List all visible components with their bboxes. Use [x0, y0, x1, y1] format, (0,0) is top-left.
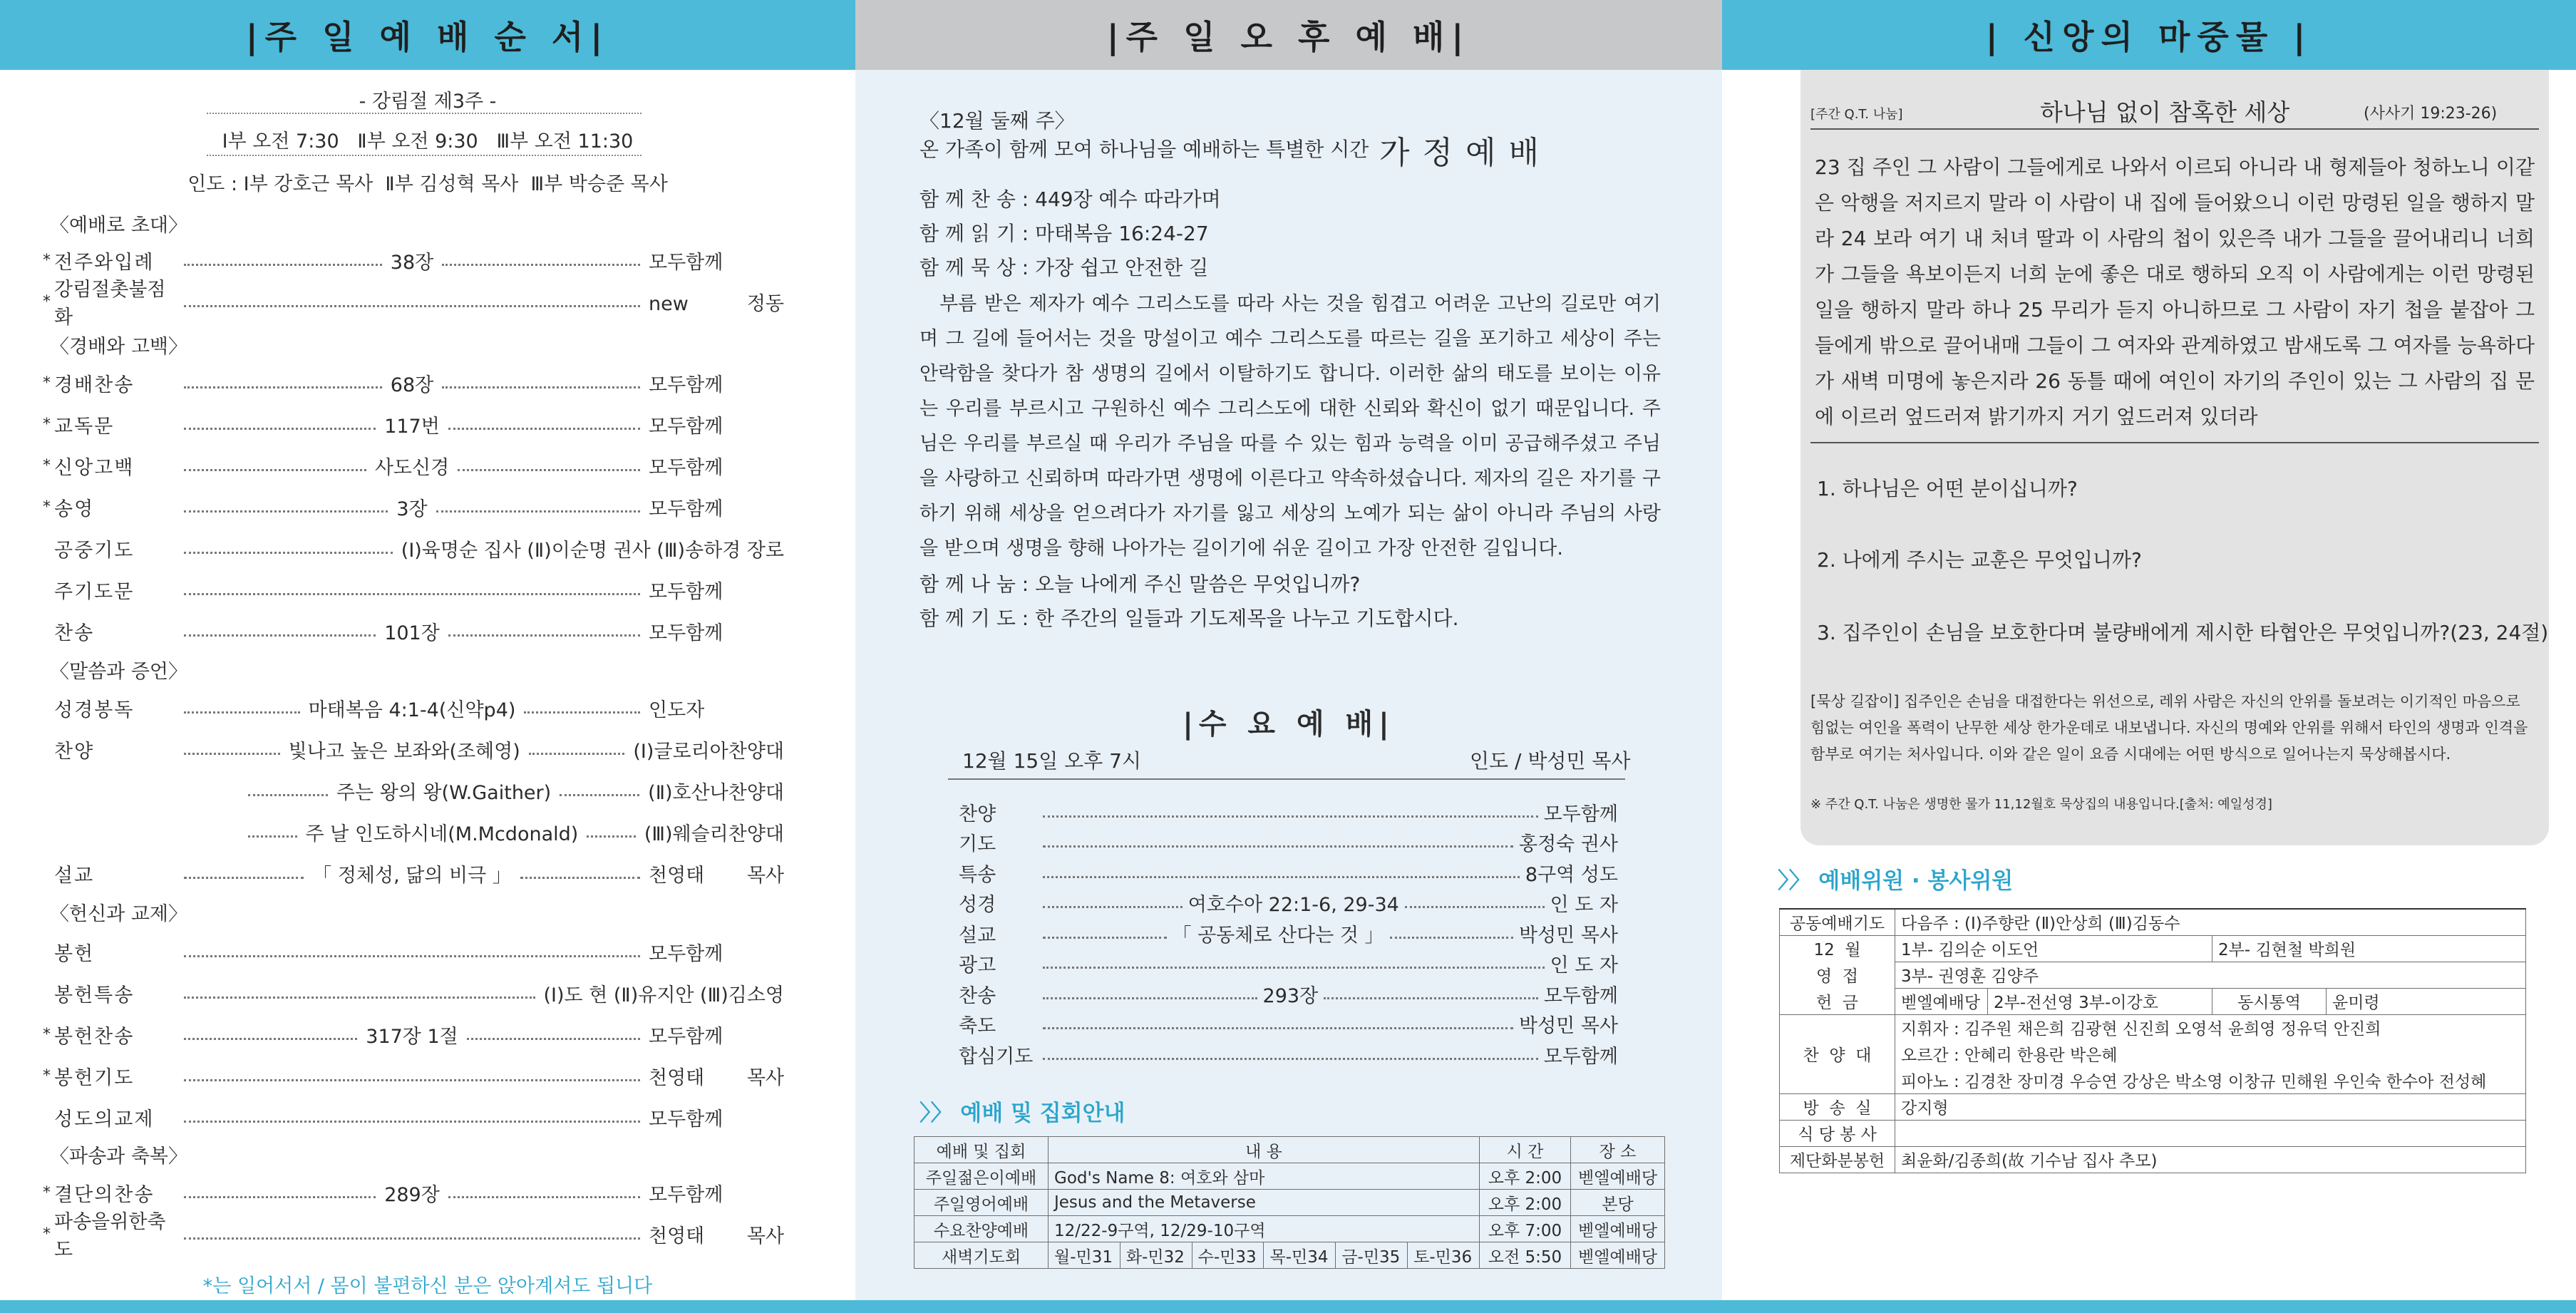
wednesday-assignee: 홍정숙 권사: [1519, 833, 1618, 855]
order-detail: 주는 왕의 왕(W.Gaither): [336, 781, 552, 804]
order-label: 결단의찬송: [54, 1183, 155, 1206]
order-row: [43, 530, 784, 566]
divider: [207, 155, 642, 156]
leader-dots: [184, 753, 280, 755]
leader-dots: [524, 711, 640, 714]
guide-cell: 오후 7:00: [1480, 1216, 1571, 1242]
section-invite: 〈예배로 초대〉: [50, 215, 187, 237]
order-label: 교독문: [54, 415, 115, 438]
order-row: [43, 242, 784, 278]
column-header: |주 일 예 배 순 서|: [0, 0, 855, 70]
standing-marker: *: [43, 1225, 51, 1243]
wednesday-assignee: 모두함께: [1543, 984, 1619, 1007]
guide-cell: 금-민35: [1336, 1242, 1408, 1269]
leader-dots: [442, 386, 640, 388]
leader-dots: [184, 593, 640, 595]
leader-dots: [184, 305, 640, 307]
wednesday-assignee: 8구역 성도: [1525, 863, 1618, 886]
wednesday-row: [959, 858, 1618, 887]
staff-value: 윤미령: [2327, 988, 2526, 1014]
column-header: |주 일 오 후 예 배|: [855, 0, 1722, 70]
section-word: 〈말씀과 증언〉: [50, 661, 187, 683]
leader-dots: [560, 794, 639, 796]
guide-cell: 화-민32: [1120, 1242, 1192, 1269]
leader-dots: [436, 510, 640, 513]
leader-dots: [184, 997, 535, 999]
guide-table: [914, 1136, 1665, 1269]
staff-label: 12 월: [1780, 935, 1895, 962]
order-assignee: 모두함께: [649, 942, 723, 965]
sunday-order-column: [0, 0, 855, 1300]
guide-header: 예배 및 집회: [915, 1137, 1049, 1163]
family-message: 부름 받은 제자가 예수 그리스도를 따라 사는 것을 힘겹고 어려운 고난의 길로만 여기며 그 길에 들어서는 것을 망설이고 예수 그리스도를 따르는 길을 포기하고 세상이 주는 안락함을 찾다가 참 생명의 길에서 이탈하기도 합니다. 이러한 삶의 태도를 보이는 이유는 우리를 부르시고 구원하신 예수 그리스도에 대한 신뢰와 확신이 없기 때문입니다. 주님은 우리를 부르실 때 우리가 주님을 따를 수 있는 힘과 능력을 이미 공급해주셨고 주님을 사랑하고 신뢰하며 따라가면 생명에 이른다고 약속하셨습니다. 제자의 길은 자기를 구하기 위해 세상을 얻으려다가 자기를 잃고 세상의 노예가 되는 삶이 아니라 주님의 사랑을 받으며 생명을 향해 나아가는 길이기에 쉬운 길이고 가장 안전한 길입니다.: [919, 293, 1661, 560]
staff-label: 제단화분봉헌: [1780, 1146, 1895, 1173]
wednesday-label: 특송: [959, 863, 996, 886]
standing-marker: *: [43, 292, 51, 311]
qt-tag: [주간 Q.T. 나눔]: [1810, 107, 1903, 122]
standing-marker: *: [43, 1025, 51, 1044]
wednesday-leader: 인도 / 박성민 목사: [1470, 749, 1631, 773]
guide-cell: 벧엘예배당: [1571, 1163, 1665, 1190]
staff-value: 벧엘예배당: [1895, 988, 1988, 1014]
leader-dots: [1043, 1027, 1513, 1029]
guide-header: 장 소: [1571, 1137, 1665, 1163]
guide-cell: 오후 2:00: [1480, 1163, 1571, 1190]
wednesday-assignee: 모두함께: [1543, 1045, 1618, 1068]
chevron-right-icon: 〉〉: [919, 1101, 953, 1126]
divider: [948, 778, 1625, 780]
staff-value: 지휘자 : 김주원 채은희 김광현 신진희 오영석 윤희영 정유덕 안진희: [1895, 1014, 2526, 1041]
staff-value: 다음주 : (Ⅰ)주향란 (Ⅱ)안상희 (Ⅲ)김동수: [1895, 909, 2526, 935]
order-assignee: (Ⅰ)글로리아찬양대: [633, 740, 784, 763]
staff-label: 방 송 실: [1780, 1093, 1895, 1120]
wednesday-row: [959, 1039, 1618, 1069]
order-assignee: 모두함께: [649, 498, 723, 520]
staff-label: 영 접: [1780, 962, 1895, 988]
leaders-line: 인도 : Ⅰ부 강호근 목사 Ⅱ부 김성혁 목사 Ⅲ부 박승준 목사: [187, 173, 668, 195]
wednesday-label: 찬양: [959, 803, 996, 825]
order-row: [43, 814, 784, 850]
wednesday-label: 찬송: [959, 984, 996, 1007]
wednesday-row: [959, 1009, 1618, 1039]
order-label: 봉헌찬송: [54, 1025, 135, 1048]
qt-reference: (사사기 19:23-26): [2364, 105, 2498, 123]
order-label: 송영: [54, 498, 95, 520]
order-detail: 마태복음 4:1-4(신약p4): [308, 699, 516, 721]
leader-dots: [448, 428, 640, 430]
standing-marker: *: [43, 1066, 51, 1085]
leader-dots: [1043, 876, 1520, 878]
guide-cell: 새벽기도회: [915, 1242, 1049, 1269]
family-reading: 함 께 읽 기 : 마태복음 16:24-27: [919, 222, 1209, 245]
order-detail: 101장: [384, 622, 440, 644]
order-label: 주기도문: [54, 580, 135, 603]
wednesday-row: [959, 828, 1618, 858]
wednesday-assignee: 박성민 목사: [1519, 1015, 1618, 1037]
order-row: [43, 406, 784, 442]
leader-dots: [1405, 906, 1545, 908]
order-assignee: 천영태 목사: [649, 864, 784, 887]
leader-dots: [1324, 997, 1538, 999]
guide-cell: Jesus and the Metaverse: [1049, 1190, 1480, 1216]
order-assignee: 모두함께: [649, 1183, 723, 1206]
leader-dots: [587, 835, 636, 838]
leader-dots: [1043, 815, 1538, 818]
leader-dots: [1390, 937, 1514, 939]
leader-dots: [184, 469, 366, 471]
leader-dots: [1043, 937, 1167, 939]
leader-dots: [184, 1237, 640, 1240]
staff-table: [1779, 908, 2526, 1173]
staff-label: 공동예배기도: [1780, 909, 1895, 935]
order-row: [43, 1058, 784, 1093]
order-detail: 사도신경: [374, 456, 450, 479]
order-row: [43, 448, 784, 483]
wednesday-assignee: 모두함께: [1543, 803, 1618, 825]
divider: [1810, 442, 2539, 443]
staff-value: 피아노 : 김경찬 장미경 우승연 강상은 박소영 이창규 민해원 우인숙 한수아 전성혜: [1895, 1067, 2526, 1093]
order-assignee: (Ⅱ)호산나찬양대: [648, 781, 785, 804]
order-label: 찬양: [54, 740, 95, 763]
wednesday-detail: 「 공동체로 산다는 것 」: [1172, 924, 1384, 947]
leader-dots: [184, 634, 376, 637]
leader-dots: [448, 1196, 640, 1198]
leader-dots: [184, 1079, 640, 1081]
service-times: Ⅰ부 오전 7:30 Ⅱ부 오전 9:30 Ⅲ부 오전 11:30: [222, 130, 634, 153]
week-label: 〈12월 둘째 주〉: [919, 109, 1075, 133]
order-assignee: new 정동: [649, 292, 784, 315]
guide-row: [915, 1216, 1665, 1242]
guide-cell: 벧엘예배당: [1571, 1242, 1665, 1269]
order-label: 봉헌기도: [54, 1066, 135, 1089]
wednesday-label: 설교: [959, 924, 996, 947]
order-assignee: 모두함께: [649, 415, 723, 438]
leader-dots: [184, 552, 393, 554]
wednesday-label: 성경: [959, 894, 996, 916]
wednesday-row: [959, 949, 1618, 979]
qt-source-note: ※ 주간 Q.T. 나눔은 생명한 물가 11,12월호 묵상집의 내용입니다.[출처: 예일성경]: [1810, 797, 2272, 812]
order-row: [43, 1211, 784, 1261]
staff-label: 식 당 봉 사: [1780, 1120, 1895, 1146]
order-assignee: 모두함께: [649, 251, 723, 274]
standing-marker: *: [43, 415, 51, 433]
chevron-right-icon: 〉〉: [1778, 868, 1811, 894]
standing-marker: *: [43, 1183, 51, 1202]
leader-dots: [520, 877, 640, 879]
order-assignee: 천영태 목사: [649, 1066, 784, 1089]
order-label: 성도의교제: [54, 1108, 155, 1131]
leader-dots: [184, 1121, 640, 1123]
standing-marker: *: [43, 374, 51, 392]
column-header: | 신앙의 마중물 |: [1722, 0, 2576, 70]
order-label: 강림절촛불점화: [54, 279, 166, 329]
order-label: 성경봉독: [54, 699, 135, 721]
leader-dots: [1043, 845, 1513, 848]
qt-scripture: 23 집 주인 그 사람이 그들에게로 나와서 이르되 아니라 내 형제들아 청하노니 이같은 악행을 저지르지 말라 이 사람이 내 집에 들어왔으니 이런 망령된 일을 행하지 말라 24 보라 여기 내 처녀 딸과 이 사람의 첩이 있은즉 내가 그들을 끌어내리니 너희가 그들을 욕보이든지 너희 눈에 좋은 대로 행하되 오직 이 사람에게는 이런 망령된 일을 행하지 말라 하나 25 무리가 듣지 아니하므로 그 사람이 자기 첩을 붙잡아 그들에게 밖으로 끌어내매 그들이 그 여자와 관계하였고 밤새도록 그 여자를 능욕하다가 새벽 미명에 놓은지라 26 동틀 때에 여인이 자기의 주인이 있는 그 사람의 집 문에 이르러 엎드러져 밝기까지 거기 엎드러져 있더라: [1815, 155, 2535, 428]
leader-dots: [248, 835, 297, 838]
guide-cell: 주일영어예배: [915, 1190, 1049, 1216]
leader-dots: [184, 955, 640, 957]
leader-dots: [1043, 997, 1257, 999]
guide-cell: 오전 5:50: [1480, 1242, 1571, 1269]
staff-label: 찬 양 대: [1780, 1014, 1895, 1093]
order-detail: 3장: [396, 498, 428, 520]
order-assignee: (Ⅰ)도 현 (Ⅱ)유지안 (Ⅲ)김소영: [543, 984, 784, 1006]
wednesday-detail: 293장: [1262, 984, 1319, 1007]
leader-dots: [448, 634, 640, 637]
order-detail: 317장 1절: [366, 1025, 458, 1048]
order-assignee: 모두함께: [649, 622, 723, 644]
staff-value: 2부- 김현철 박희원: [2212, 935, 2526, 962]
wednesday-row: [959, 888, 1618, 918]
order-row: [43, 613, 784, 649]
staff-value: 2부-전선영 3부-이강호: [1988, 988, 2212, 1014]
section-send: 〈파송과 축복〉: [50, 1145, 187, 1168]
question-2: 2. 나에게 주시는 교훈은 무엇입니까?: [1817, 548, 2142, 572]
staff-label: 헌 금: [1780, 988, 1895, 1014]
guide-row: [915, 1190, 1665, 1216]
standing-marker: *: [43, 456, 51, 475]
guide-header: 시 간: [1480, 1137, 1571, 1163]
wednesday-assignee: 박성민 목사: [1519, 924, 1618, 947]
order-detail: 빛나고 높은 보좌와(조혜영): [288, 740, 520, 763]
standing-marker: *: [43, 498, 51, 516]
wednesday-detail: 여호수아 22:1-6, 29-34: [1187, 894, 1399, 916]
order-assignee: 인도자: [649, 699, 705, 721]
wednesday-row: [959, 797, 1618, 827]
guide-cell: 벧엘예배당: [1571, 1216, 1665, 1242]
order-assignee: 모두함께: [649, 580, 723, 603]
leader-dots: [1043, 1058, 1538, 1060]
staff-value: 오르간 : 안혜리 한용란 박은혜: [1895, 1041, 2526, 1067]
footnote: *는 일어서서 / 몸이 불편하신 분은 앉아계셔도 됩니다: [202, 1275, 653, 1297]
meditation-guide: [묵상 길잡이] 집주인은 손님을 대접한다는 위선으로, 레위 사람은 자신의 안위를 돌보려는 이기적인 마음으로 힘없는 여인을 폭력이 난무한 세상 한가운데로 내보냅니다. 자신의 명예와 안위를 위해서 타인의 생명과 인격을 함부로 여기는 처사입니다. 이와 같은 일이 요즘 시대에는 어떤 방식으로 일어나는지 묵상해봅시다.: [1810, 693, 2528, 763]
order-row: [43, 365, 784, 401]
guide-row: [915, 1163, 1665, 1190]
season-label: - 강림절 제3주 -: [359, 91, 497, 113]
guide-cell: 주일젊은이예배: [915, 1163, 1049, 1190]
leader-dots: [458, 469, 640, 471]
order-row: [43, 934, 784, 969]
order-row: [43, 572, 784, 607]
guide-cell: 12/22-9구역, 12/29-10구역: [1049, 1216, 1480, 1242]
guide-cell: God's Name 8: 여호와 삼마: [1049, 1163, 1480, 1190]
leader-dots: [184, 1196, 376, 1198]
leader-dots: [184, 1038, 357, 1040]
order-row: [43, 690, 784, 726]
wednesday-assignee: 인 도 자: [1550, 954, 1618, 977]
order-detail: 117번: [384, 415, 440, 438]
wednesday-title: |수 요 예 배|: [1183, 708, 1395, 741]
standing-marker: *: [43, 251, 51, 269]
staff-value: 최윤화/김종희(故 기수남 집사 추모): [1895, 1146, 2526, 1173]
order-label: 경배찬송: [54, 374, 135, 396]
order-label: 찬송: [54, 622, 95, 644]
family-hymn: 함 께 찬 송 : 449장 예수 따라가며: [919, 187, 1221, 211]
section-confess: 〈경배와 고백〉: [50, 336, 187, 358]
staff-value: [1895, 1120, 2526, 1146]
order-row: [43, 1099, 784, 1135]
guide-cell: 오후 2:00: [1480, 1190, 1571, 1216]
leader-dots: [184, 877, 304, 879]
question-3: 3. 집주인이 손님을 보호한다며 불량배에게 제시한 타협안은 무엇입니까?(23, 24절): [1817, 621, 2549, 644]
order-row: [43, 975, 784, 1011]
order-row: [43, 1016, 784, 1052]
guide-cell: 월-민31: [1049, 1242, 1120, 1269]
wednesday-label: 합심기도: [959, 1045, 1034, 1068]
wednesday-label: 기도: [959, 833, 996, 855]
leader-dots: [1043, 906, 1183, 908]
qt-title: 하나님 없이 참혹한 세상: [2040, 98, 2290, 126]
guide-cell: 목-민34: [1264, 1242, 1336, 1269]
staff-heading: 〉〉 예배위원 · 봉사위원: [1778, 868, 2014, 894]
order-assignee: 모두함께: [649, 1025, 723, 1048]
section-offer: 〈헌신과 교제〉: [50, 903, 187, 925]
leader-dots: [529, 753, 625, 755]
guide-cell: 본당: [1571, 1190, 1665, 1216]
guide-heading: 〉〉 예배 및 집회안내: [919, 1101, 1125, 1126]
wednesday-label: 광고: [959, 954, 996, 977]
family-share: 함 께 나 눔 : 오늘 나에게 주신 말씀은 무엇입니까?: [919, 572, 1361, 596]
wednesday-row: [959, 979, 1618, 1009]
leader-dots: [184, 428, 376, 430]
order-detail: 68장: [390, 374, 434, 396]
staff-value: 강지형: [1895, 1093, 2526, 1120]
afternoon-service-column: [855, 0, 1722, 1300]
order-row: [43, 855, 784, 891]
order-row: [43, 1175, 784, 1210]
leader-dots: [184, 510, 388, 513]
leader-dots: [1043, 967, 1545, 969]
wednesday-assignee: 인 도 자: [1550, 894, 1619, 916]
guide-cell: 수요찬양예배: [915, 1216, 1049, 1242]
order-detail: 289장: [384, 1183, 440, 1206]
staff-value: 동시통역: [2212, 988, 2327, 1014]
order-assignee: 천영태 목사: [649, 1225, 784, 1247]
guide-cell: 수-민33: [1192, 1242, 1264, 1269]
intro-text: 온 가족이 함께 모여 하나님을 예배하는 특별한 시간: [919, 138, 1369, 161]
bottom-bar: [0, 1300, 2576, 1313]
question-1: 1. 하나님은 어떤 분이십니까?: [1817, 477, 2078, 500]
order-label: 공중기도: [54, 539, 135, 562]
order-assignee: 모두함께: [649, 374, 723, 396]
divider: [1810, 128, 2539, 130]
leader-dots: [442, 264, 640, 266]
wednesday-date: 12월 15일 오후 7시: [962, 749, 1142, 773]
order-row: [43, 731, 784, 767]
leader-dots: [184, 386, 382, 388]
order-row: [43, 279, 784, 329]
order-label: 신앙고백: [54, 456, 135, 479]
family-meditation: 함 께 묵 상 : 가장 쉽고 안전한 길: [919, 256, 1209, 279]
leader-dots: [248, 794, 328, 796]
family-prayer: 함 께 기 도 : 한 주간의 일들과 기도제목을 나누고 기도합시다.: [919, 607, 1459, 630]
wednesday-label: 축도: [959, 1015, 996, 1037]
family-worship-title: 가 정 예 배: [1379, 135, 1540, 171]
order-assignee: (Ⅲ)웨슬리찬양대: [644, 823, 784, 845]
leader-dots: [467, 1038, 640, 1040]
order-detail: 38장: [390, 251, 434, 274]
order-row: [43, 773, 784, 808]
order-label: 봉헌: [54, 942, 95, 965]
order-label: 전주와입례: [54, 251, 155, 274]
wednesday-row: [959, 918, 1618, 948]
leader-dots: [184, 264, 382, 266]
order-assignee: 모두함께: [649, 456, 723, 479]
order-label: 봉헌특송: [54, 984, 135, 1006]
staff-value: 1부- 김의순 이도언: [1895, 935, 2212, 962]
guide-header: 내 용: [1049, 1137, 1480, 1163]
order-detail: 주 날 인도하시네(M.Mcdonald): [305, 823, 579, 845]
order-assignee: 모두함께: [649, 1108, 723, 1131]
leader-dots: [184, 711, 300, 714]
order-label: 설교: [54, 864, 95, 887]
guide-cell: 토-민36: [1408, 1242, 1480, 1269]
divider: [207, 113, 642, 114]
order-label: 파송을위한축도: [54, 1211, 166, 1261]
order-detail: 「 정체성, 닮의 비극 」: [312, 864, 512, 887]
staff-value: 3부- 권영훈 김양주: [1895, 962, 2526, 988]
order-row: [43, 489, 784, 525]
order-assignee: (Ⅰ)육명순 집사 (Ⅱ)이순명 권사 (Ⅲ)송하경 장로: [401, 539, 784, 562]
